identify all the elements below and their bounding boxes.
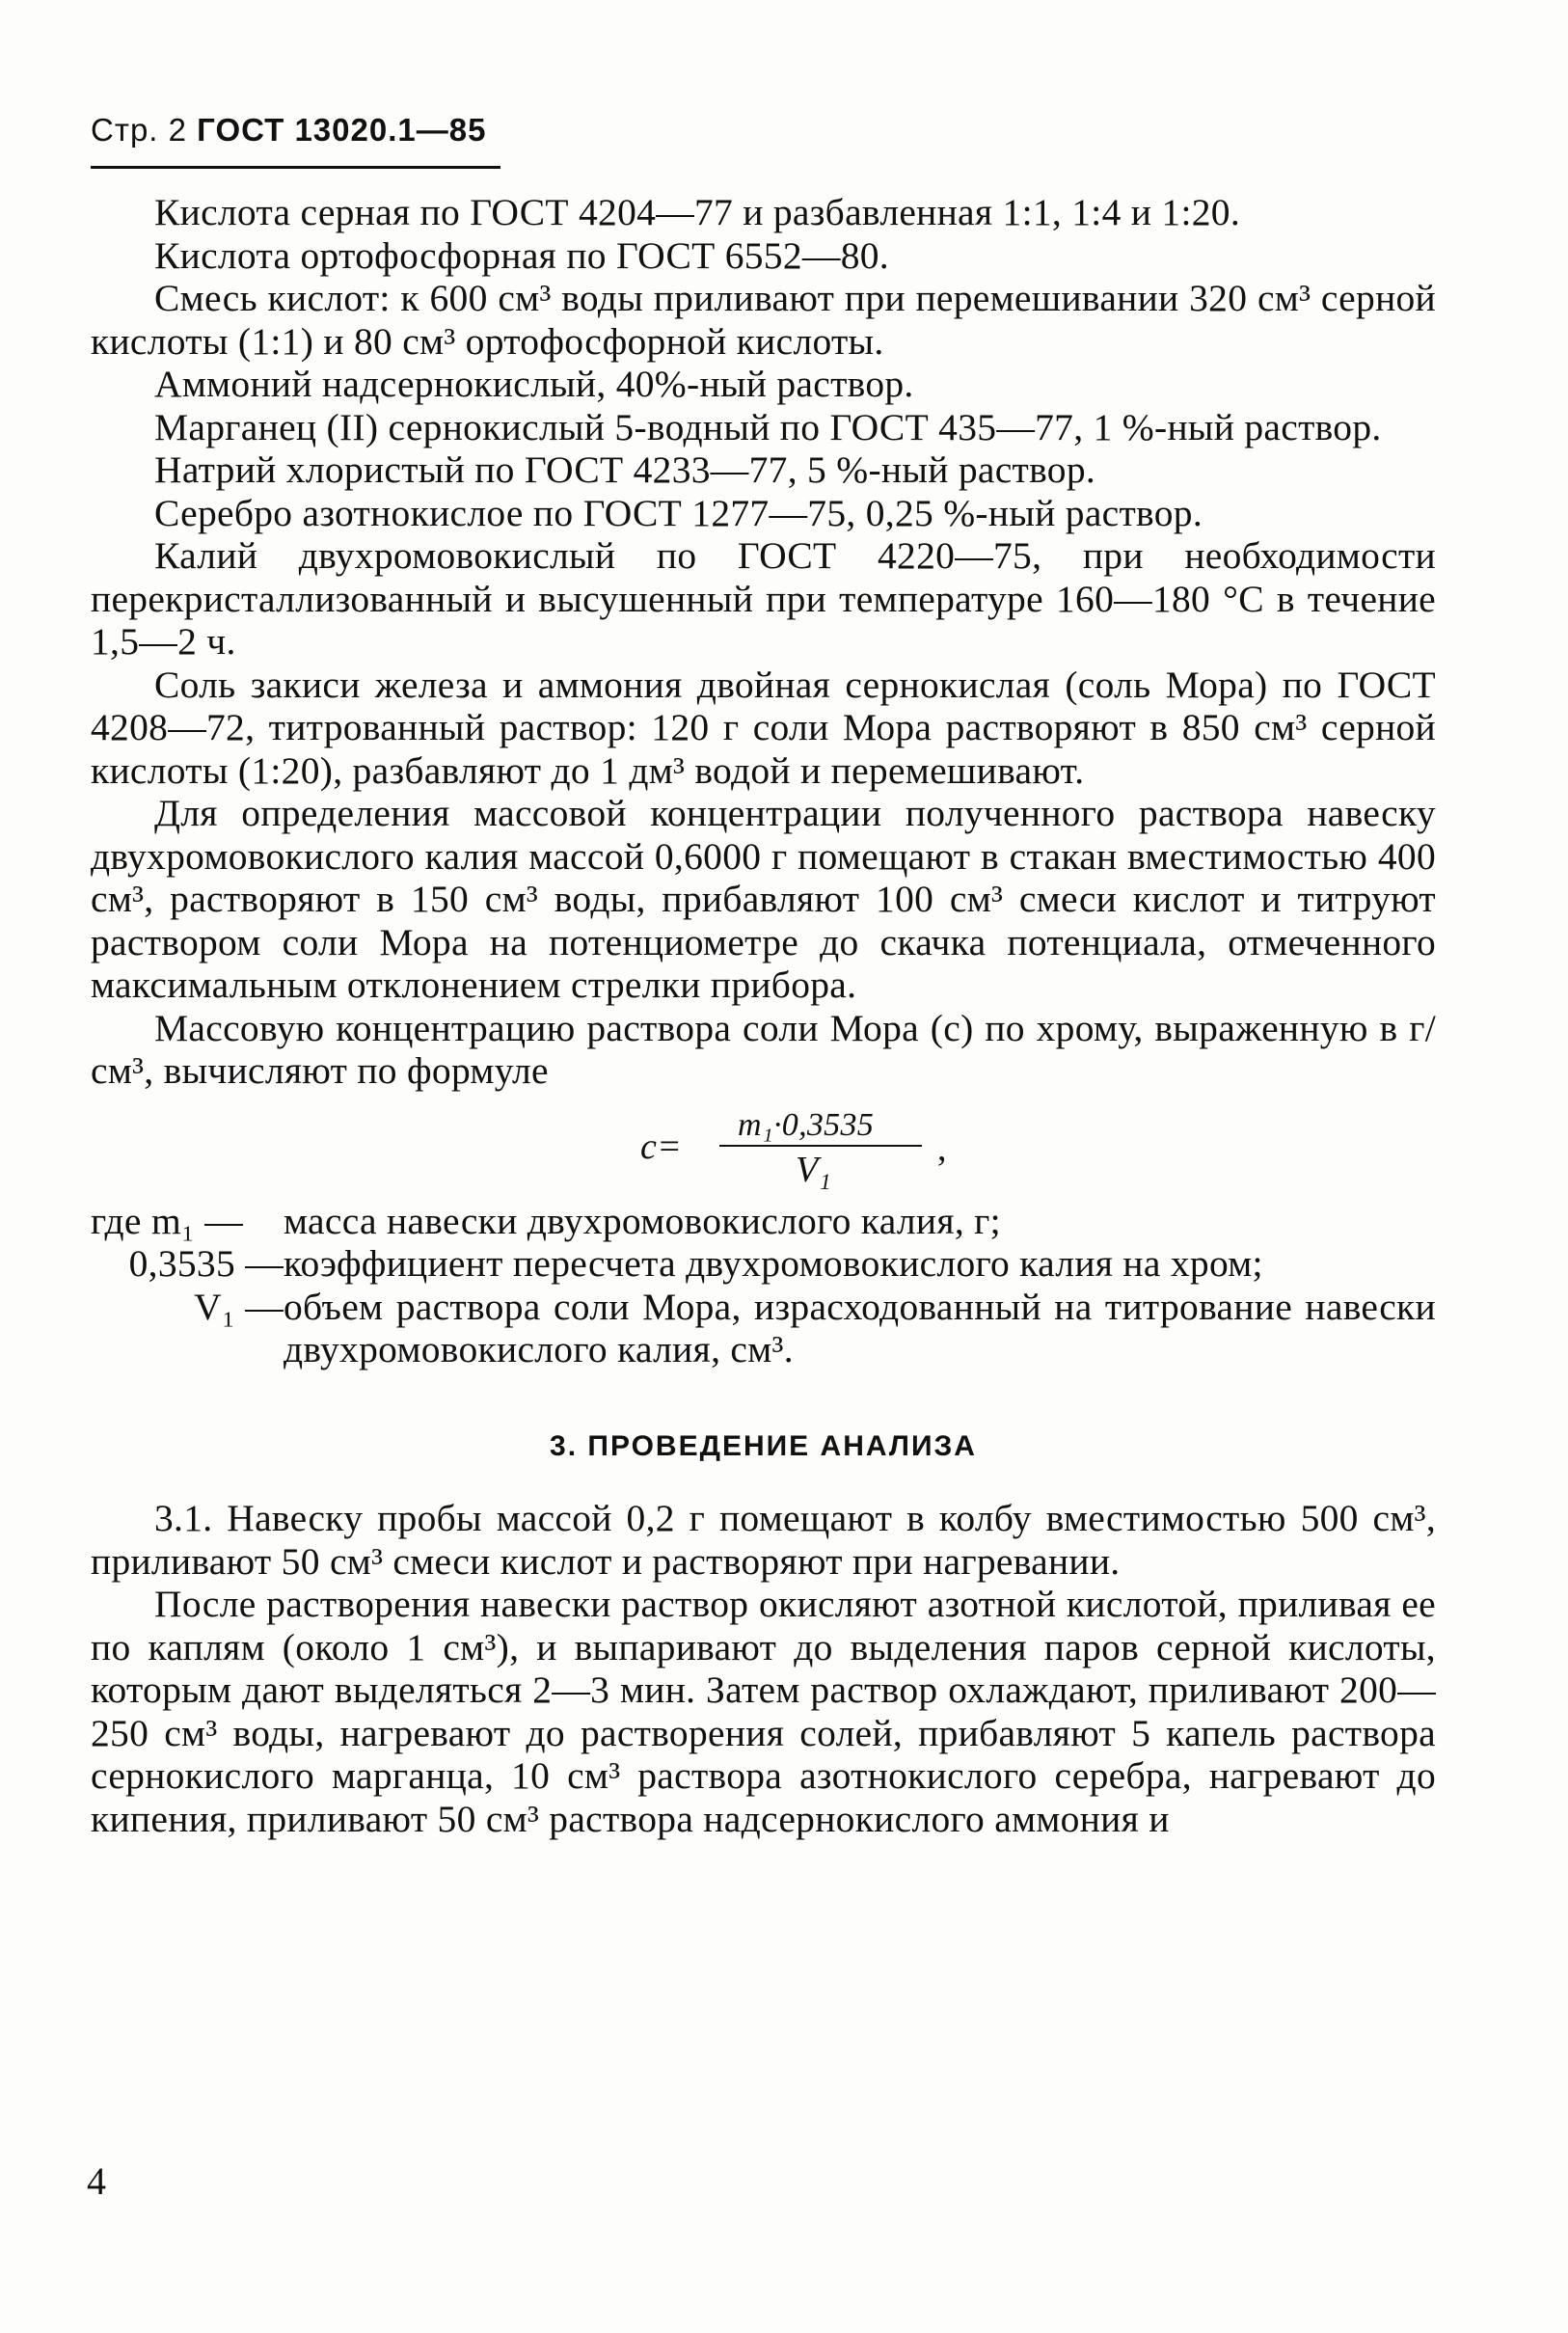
formula-legend [91, 1200, 1436, 1371]
concentration-intro: Массовую концентрацию раствора соли Мора (с) по хрому, выраженную в г/см³, вычисляют по формуле [91, 1006, 1436, 1092]
analysis-paragraph: 3.1. Навеску пробы массой 0,2 г помещают в колбу вместимостью 500 см³, приливают 50 см³ смеси кислот и растворяют при нагревании. [91, 1497, 1436, 1583]
reagent-sodium-chloride: Натрий хлористый по ГОСТ 4233—77, 5 %-ный раствор. [154, 448, 1096, 491]
reagent-phosphoric-acid: Кислота ортофосфорная по ГОСТ 6552—80. [154, 233, 889, 277]
legend-description: масса навески двухромовокислого калия, г; [284, 1199, 1001, 1242]
legend-description: коэффициент пересчета двухромовокислого калия на хром; [284, 1242, 1263, 1285]
reagent-manganese-sulfate: Марганец (II) сернокислый 5-водный по ГОСТ 435—77, 1 %-ный раствор. [154, 405, 1382, 448]
formula-lhs: c= [640, 1126, 683, 1167]
legend-symbol: V₁ — [194, 1285, 284, 1328]
formula-denominator: V₁ [796, 1149, 832, 1190]
formula-block [91, 1093, 1436, 1194]
fraction-bar [719, 1145, 922, 1147]
legend-row [91, 1286, 1436, 1371]
legend-row [91, 1200, 1436, 1243]
reagent-ammonium-persulfate: Аммоний надсернокислый, 40%-ный раствор. [154, 363, 914, 405]
header-rule [91, 166, 500, 169]
reagent-acid-mixture: Смесь кислот: к 600 см³ воды приливают при перемешивании 320 см³ серной кислоты (1:1) и 80 см³ ортофосфорной кислоты. [91, 277, 1436, 363]
reagent-silver-nitrate: Серебро азотнокислое по ГОСТ 1277—75, 0,25 %-ный раствор. [154, 491, 1203, 534]
legend-description: объем раствора соли Мора, израсходованный на титрование навески двухромовокислого калия, см³. [284, 1285, 1436, 1370]
reagent-mohr-salt: Соль закиси железа и аммония двойная сернокислая (соль Мора) по ГОСТ 4208—72, титрованный раствор: 120 г соли Мора растворяют в 850 см³ серной кислоты (1:20), разбавляют до 1 дм³ водой и перемешивают. [91, 663, 1436, 792]
page-number: 4 [87, 2159, 106, 2203]
formula-comma: , [937, 1127, 947, 1169]
reagent-potassium-dichromate: Калий двухромовокислый по ГОСТ 4220—75, при необходимости перекристаллизованный и высушенный при температуре 160—180 °С в течение 1,5—2 ч. [91, 534, 1436, 663]
legend-symbol: где m₁ — [91, 1199, 244, 1242]
titration-paragraph: Для определения массовой концентрации полученного раствора навеску двухромовокислого калия массой 0,6000 г помещают в стакан вместимостью 400 см³, растворяют в 150 см³ воды, прибавляют 100 см³ смеси кислот и титруют раствором соли Мора на потенциометре до скачка потенциала, отмеченного максимальным отклонением стрелки прибора. [91, 792, 1436, 1006]
page-label: Стр. 2 [91, 112, 187, 148]
running-header [91, 112, 486, 149]
analysis-paragraph: После растворения навески раствор окисляют азотной кислотой, приливая ее по каплям (около 1 см³), и выпаривают до выделения паров серной кислоты, которым дают выделяться 2—3 мин. Затем раствор охлаждают, приливают 200—250 см³ воды, нагревают до растворения солей, прибавляют 5 капель раствора сернокислого марганца, 10 см³ раствора азотнокислого серебра, нагревают до кипения, приливают 50 см³ раствора надсернокислого аммония и [91, 1583, 1436, 1840]
formula-numerator: m₁·0,3535 [738, 1106, 875, 1143]
legend-symbol: 0,3535 — [128, 1242, 284, 1285]
section-heading: 3. ПРОВЕДЕНИЕ АНАЛИЗА [550, 1429, 977, 1462]
body-text [91, 191, 1436, 1840]
reagent-sulfuric-acid: Кислота серная по ГОСТ 4204—77 и разбавленная 1:1, 1:4 и 1:20. [154, 191, 1241, 233]
legend-row [91, 1242, 1436, 1286]
standard-number: ГОСТ 13020.1—85 [197, 112, 487, 148]
